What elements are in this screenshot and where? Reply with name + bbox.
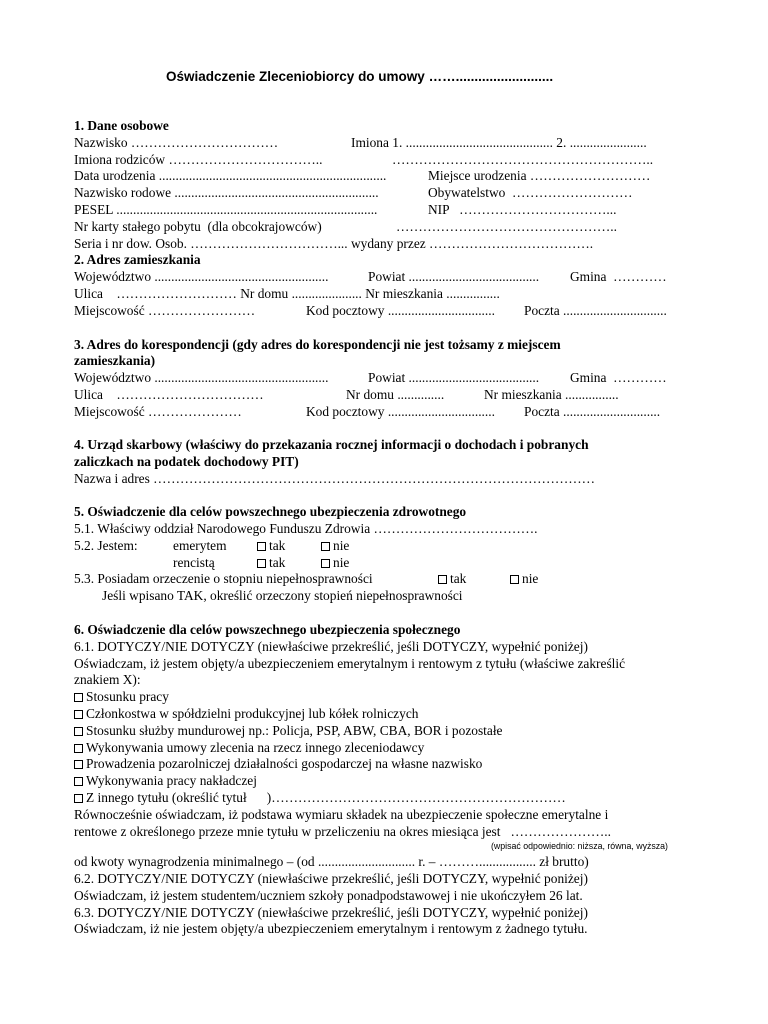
- korespondencja-poczta-field[interactable]: Poczta .............................: [524, 404, 661, 419]
- emeryt-nie-option[interactable]: nie: [321, 538, 349, 554]
- rencista-nie-option[interactable]: nie: [321, 555, 349, 571]
- emeryt-label: emerytem: [173, 538, 227, 553]
- checkbox-icon[interactable]: [438, 575, 447, 584]
- korespondencja-gmina-field[interactable]: Gmina …………: [570, 370, 667, 385]
- imiona-field[interactable]: Imiona 1. ............................................ 2. .......................: [351, 135, 647, 150]
- oswiadczenie-6-1: Oświadczam, iż jestem objęty/a ubezpieczeniem emerytalnym i rentowym z tytułu (właściwe zakreślić: [74, 656, 626, 671]
- section-6-heading: 6. Oświadczenie dla celów powszechnego ubezpieczenia społecznego: [74, 622, 461, 637]
- option-dzialalnosc[interactable]: Prowadzenia pozarolniczej działalności gospodarczej na własne nazwisko: [74, 756, 482, 772]
- oswiadczenie-6-2: Oświadczam, iż jestem studentem/uczniem szkoły ponadpodstawowej i nie ukończyłem 26 lat.: [74, 888, 583, 903]
- miejsce-urodzenia-field[interactable]: Miejsce urodzenia ………………………: [428, 168, 651, 183]
- podstawa-wymiaru-field[interactable]: rentowe z określonego przeze mnie tytułu w przeliczeniu na okres miesiąca jest …………………..: [74, 824, 611, 839]
- option-inny-tytul[interactable]: Z innego tytułu (określić tytuł )…………………………………………………………: [74, 790, 566, 806]
- korespondencja-nr-mieszkania-field[interactable]: Nr mieszkania ................: [484, 387, 619, 402]
- nazwisko-field[interactable]: Nazwisko ……………………………: [74, 135, 279, 150]
- emeryt-tak-option[interactable]: tak: [257, 538, 285, 554]
- orzeczenie-tak-option[interactable]: tak: [438, 571, 466, 587]
- section-1-heading: 1. Dane osobowe: [74, 118, 169, 133]
- section-3-heading: 3. Adres do korespondencji (gdy adres do korespondencji nie jest tożsamy z miejscem: [74, 337, 561, 352]
- karta-pobytu-field[interactable]: …………………………………………..: [396, 219, 617, 234]
- rencista-tak-option[interactable]: tak: [257, 555, 285, 571]
- option-sluzba-mundurowa[interactable]: Stosunku służby mundurowej np.: Policja, PSP, ABW, CBA, BOR i pozostałe: [74, 723, 503, 739]
- nfz-field[interactable]: 5.1. Właściwy oddział Narodowego Funduszu Zdrowia ……………………………….: [74, 521, 538, 536]
- powiat-field[interactable]: Powiat .......................................: [368, 269, 540, 284]
- gmina-field[interactable]: Gmina …………: [570, 269, 667, 284]
- urzad-nazwa-field[interactable]: Nazwa i adres ………………………………………………………………………………………: [74, 471, 596, 486]
- seria-dowodu-field[interactable]: Seria i nr dow. Osob. ……………………………... wydany przez ……………………………….: [74, 236, 594, 251]
- checkbox-icon[interactable]: [74, 727, 83, 736]
- jestem-label: 5.2. Jestem:: [74, 538, 138, 553]
- oswiadczenie-6-1-cont: znakiem X):: [74, 672, 141, 687]
- korespondencja-nr-domu-field[interactable]: Nr domu ..............: [346, 387, 445, 402]
- wpisac-hint: (wpisać odpowiednio: niższa, równa, wyższa): [491, 841, 668, 851]
- korespondencja-kod-field[interactable]: Kod pocztowy ................................: [306, 404, 495, 419]
- orzeczenie-nie-option[interactable]: nie: [510, 571, 538, 587]
- checkbox-icon[interactable]: [257, 542, 266, 551]
- section-4-heading-cont: zaliczkach na podatek dochodowy PIT): [74, 454, 299, 469]
- karta-pobytu-label: Nr karty stałego pobytu (dla obcokrajowców): [74, 219, 322, 234]
- checkbox-icon[interactable]: [74, 693, 83, 702]
- imiona-rodzicow-field-2[interactable]: …………………………………………………..: [392, 152, 654, 167]
- option-spoldzielnia[interactable]: Członkostwa w spółdzielni produkcyjnej lub kółek rolniczych: [74, 706, 418, 722]
- orzeczenie-label: 5.3. Posiadam orzeczenie o stopniu niepełnosprawności: [74, 571, 373, 586]
- ulica-row[interactable]: Ulica ……………………… Nr domu ..................... Nr mieszkania ................: [74, 286, 500, 301]
- data-urodzenia-field[interactable]: Data urodzenia ....................................................................: [74, 168, 387, 183]
- checkbox-icon[interactable]: [321, 542, 330, 551]
- section-2-heading: 2. Adres zamieszkania: [74, 252, 201, 267]
- checkbox-icon[interactable]: [74, 760, 83, 769]
- option-umowa-zlecenia[interactable]: Wykonywania umowy zlecenia na rzecz innego zleceniodawcy: [74, 740, 424, 756]
- checkbox-icon[interactable]: [321, 559, 330, 568]
- section-3-heading-cont: zamieszkania): [74, 353, 156, 368]
- korespondencja-powiat-field[interactable]: Powiat .......................................: [368, 370, 540, 385]
- checkbox-icon[interactable]: [74, 777, 83, 786]
- obywatelstwo-field[interactable]: Obywatelstwo ………………………: [428, 185, 633, 200]
- imiona-rodzicow-field[interactable]: Imiona rodziców ……………………………..: [74, 152, 323, 167]
- poczta-field[interactable]: Poczta ...............................: [524, 303, 667, 318]
- kwota-minimalna-field[interactable]: od kwoty wynagrodzenia minimalnego – (od ............................. r. – ………................. zł brutto): [74, 854, 589, 869]
- dotyczy-6-1[interactable]: 6.1. DOTYCZY/NIE DOTYCZY (niewłaściwe przekreślić, jeśli DOTYCZY, wypełnić poniżej): [74, 639, 588, 654]
- option-stosunek-pracy[interactable]: Stosunku pracy: [74, 689, 169, 705]
- checkbox-icon[interactable]: [74, 744, 83, 753]
- checkbox-icon[interactable]: [257, 559, 266, 568]
- rencista-label: rencistą: [173, 555, 215, 570]
- option-praca-nakladcza[interactable]: Wykonywania pracy nakładczej: [74, 773, 257, 789]
- dotyczy-6-3[interactable]: 6.3. DOTYCZY/NIE DOTYCZY (niewłaściwe przekreślić, jeśli DOTYCZY, wypełnić poniżej): [74, 905, 588, 920]
- korespondencja-miejscowosc-field[interactable]: Miejscowość …………………: [74, 404, 242, 419]
- kod-pocztowy-field[interactable]: Kod pocztowy ................................: [306, 303, 495, 318]
- wojewodztwo-field[interactable]: Województwo ....................................................: [74, 269, 329, 284]
- checkbox-icon[interactable]: [74, 710, 83, 719]
- nazwisko-rodowe-field[interactable]: Nazwisko rodowe .............................................................: [74, 185, 379, 200]
- checkbox-icon[interactable]: [510, 575, 519, 584]
- pesel-field[interactable]: PESEL ..............................................................................: [74, 202, 378, 217]
- stopien-niepelnosprawnosci-field[interactable]: Jeśli wpisano TAK, określić orzeczony stopień niepełnosprawności: [102, 588, 463, 603]
- korespondencja-ulica-field[interactable]: Ulica ……………………………: [74, 387, 264, 402]
- rownoczesnie-text: Równocześnie oświadczam, iż podstawa wymiaru składek na ubezpieczenie społeczne emerytalne i: [74, 807, 609, 822]
- nip-field[interactable]: NIP ……………………………...: [428, 202, 617, 217]
- checkbox-icon[interactable]: [74, 794, 83, 803]
- miejscowosc-field[interactable]: Miejscowość ……………………: [74, 303, 256, 318]
- page-title: Oświadczenie Zleceniobiorcy do umowy ……..........................: [166, 69, 554, 84]
- oswiadczenie-6-3: Oświadczam, iż nie jestem objęty/a ubezpieczeniem emerytalnym i rentowym z żadnego tytułu.: [74, 921, 588, 936]
- section-4-heading: 4. Urząd skarbowy (właściwy do przekazania rocznej informacji o dochodach i pobranych: [74, 437, 589, 452]
- korespondencja-wojewodztwo-field[interactable]: Województwo ....................................................: [74, 370, 329, 385]
- section-5-heading: 5. Oświadczenie dla celów powszechnego ubezpieczenia zdrowotnego: [74, 504, 467, 519]
- dotyczy-6-2[interactable]: 6.2. DOTYCZY/NIE DOTYCZY (niewłaściwe przekreślić, jeśli DOTYCZY, wypełnić poniżej): [74, 871, 588, 886]
